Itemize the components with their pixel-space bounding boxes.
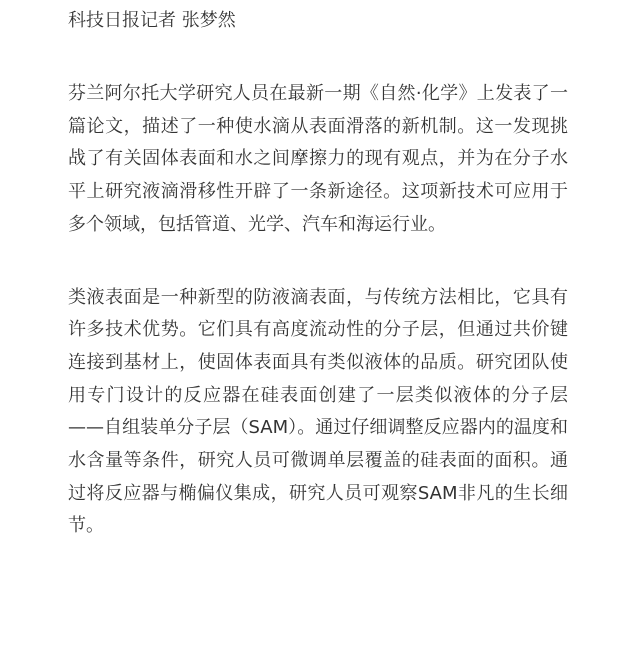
article-paragraph-1: 芬兰阿尔托大学研究人员在最新一期《自然·化学》上发表了一篇论文，描述了一种使水滴从表面滑落的新机制。这一发现挑战了有关固体表面和水之间摩擦力的现有观点，并为在分子水平上研究液滴滑移性开辟了一条新途径。这项新技术可应用于多个领域，包括管道、光学、汽车和海运行业。 — [68, 83, 568, 235]
article-body — [68, 0, 568, 543]
article-byline: 科技日报记者 张梦然 — [68, 10, 236, 31]
article-paragraph-2: 类液表面是一种新型的防液滴表面，与传统方法相比，它具有许多技术优势。它们具有高度流动性的分子层，但通过共价键连接到基材上，使固体表面具有类似液体的品质。研究团队使用专门设计的反应器在硅表面创建了一层类似液体的分子层——自组装单分子层（SAM）。通过仔细调整反应器内的温度和水含量等条件，研究人员可微调单层覆盖的硅表面的面积。通过将反应器与椭偏仪集成，研究人员可观察SAM非凡的生长细节。 — [68, 286, 568, 537]
